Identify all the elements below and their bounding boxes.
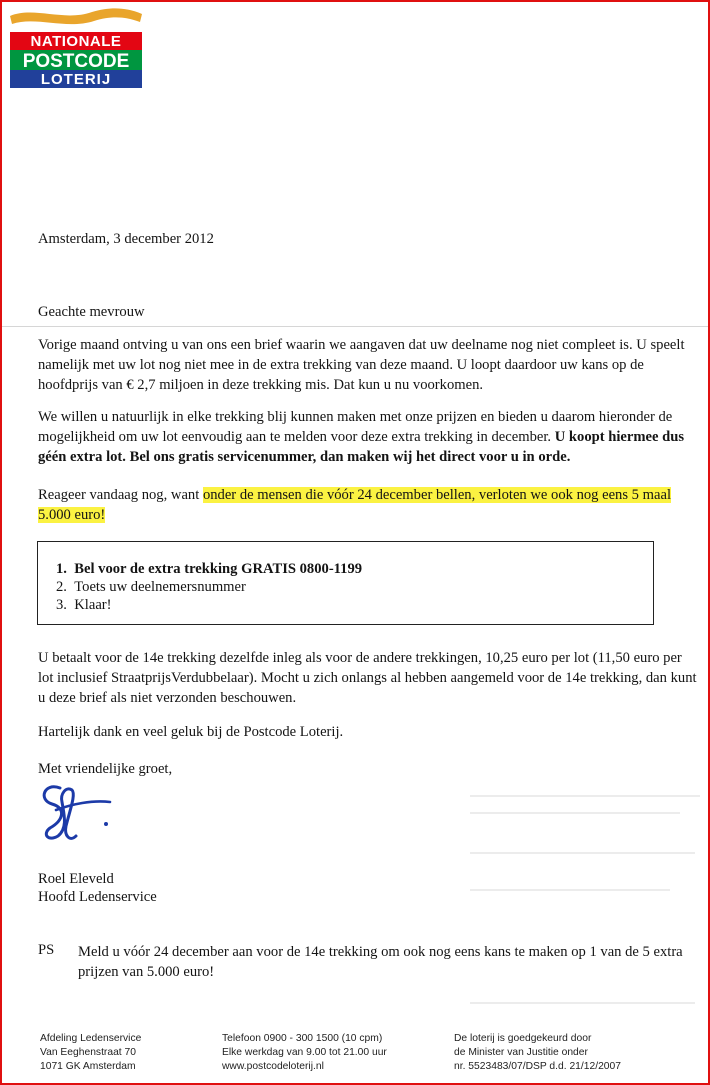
footer-contact: Telefoon 0900 - 300 1500 (10 cpm) Elke werkdag van 9.00 tot 21.00 uur www.postcodeloterij.nl bbox=[222, 1033, 387, 1072]
step-item: 1. Bel voor de extra trekking GRATIS 0800-1199 bbox=[56, 561, 363, 577]
signer-name: Roel Eleveld bbox=[38, 871, 114, 887]
footer-address: Afdeling Ledenservice Van Eeghenstraat 70 1071 GK Amsterdam bbox=[40, 1033, 142, 1072]
signer-title: Hoofd Ledenservice bbox=[38, 889, 157, 905]
footer-website[interactable]: www.postcodeloterij.nl bbox=[222, 1061, 324, 1072]
logo-line3: LOTERIJ bbox=[40, 71, 112, 88]
paragraph-2-text: We willen u natuurlijk in elke trekking blij kunnen maken met onze prijzen en bieden u daarom hieronder de mogelijkheid om uw lot eenvoudig aan te melden voor deze extra trekking in december. bbox=[38, 409, 673, 445]
letter-paragraph-1: Vorige maand ontving u van ons een brief waarin we aangaven dat uw deelname nog niet compleet is. U speelt namelijk met uw lot nog niet mee in de extra trekking van deze maand. U loopt daardoor uw kans op de hoofdprijs van € 2,7 miljoen in deze trekking mis. Dat kun u nu voorkomen. bbox=[38, 337, 685, 393]
letter-paragraph-4: U betaalt voor de 14e trekking dezelfde inleg als voor de andere trekkingen, 10,25 euro per lot (11,50 euro per lot inclusief StraatprijsVerdubbelaar). Mocht u zich onlangs al hebben aangemeld voor de 14e trekking, dan kunt u deze brief als niet verzonden beschouwen. bbox=[38, 650, 697, 706]
footer-license: De loterij is goedgekeurd door de Minister van Justitie onder nr. 5523483/07/DSP d.d. 21/12/2007 bbox=[454, 1033, 621, 1072]
step-item: 3. Klaar! bbox=[56, 597, 112, 613]
letter-thanks: Hartelijk dank en veel geluk bij de Postcode Loterij. bbox=[38, 724, 344, 740]
step-item: 2. Toets uw deelnemersnummer bbox=[56, 579, 246, 595]
letter-closing: Met vriendelijke groet, bbox=[38, 761, 173, 777]
paper-fold-line bbox=[2, 326, 708, 327]
logo-line1: NATIONALE bbox=[30, 33, 122, 50]
letter-paragraph-2 bbox=[38, 407, 698, 467]
paragraph-3-text: Reageer vandaag nog, want bbox=[38, 487, 200, 503]
steps-box bbox=[37, 541, 654, 625]
letter-paragraph-3 bbox=[38, 485, 698, 525]
ps-text: Meld u vóór 24 december aan voor de 14e trekking om ook nog eens kans te maken op 1 van de 5 extra prijzen van 5.000 euro! bbox=[78, 944, 683, 980]
paragraph-2-bold: U koopt hiermee dus géén extra lot. Bel ons gratis servicenummer, dan maken wij het direct voor u in orde. bbox=[38, 429, 685, 465]
letter-salutation: Geachte mevrouw bbox=[38, 304, 145, 320]
handwritten-signature bbox=[36, 780, 116, 850]
postcode-loterij-logo bbox=[4, 2, 148, 94]
highlighted-offer: onder de mensen die vóór 24 december bellen, verloten we ook nog eens 5 maal 5.000 euro! bbox=[38, 487, 671, 523]
logo-line2: POSTCODE bbox=[22, 51, 130, 72]
letter-date: Amsterdam, 3 december 2012 bbox=[38, 231, 214, 247]
ps-label: PS bbox=[38, 942, 55, 958]
steps-list bbox=[56, 560, 362, 614]
